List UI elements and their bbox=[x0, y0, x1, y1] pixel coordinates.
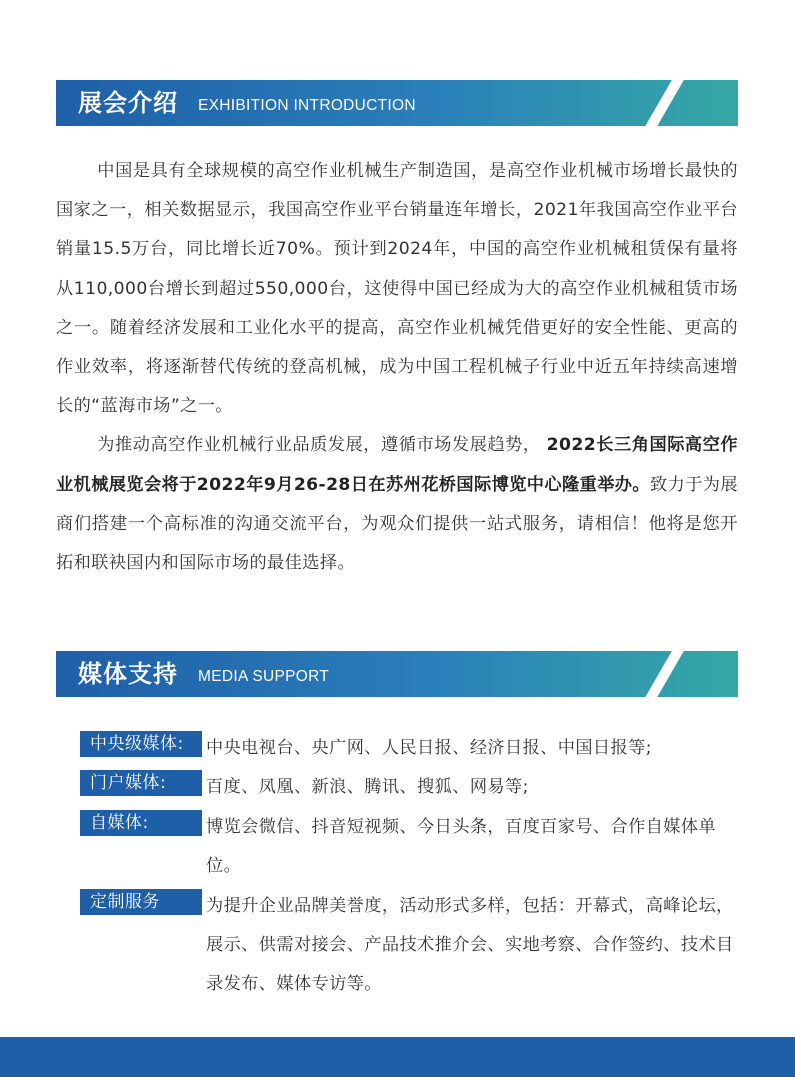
decorative-slash-icon bbox=[641, 651, 688, 697]
section-title-en: EXHIBITION INTRODUCTION bbox=[198, 97, 416, 114]
media-label-badge: 门户媒体: bbox=[80, 770, 202, 796]
media-description: 中央电视台、央广网、人民日报、经济日报、中国日报等; bbox=[206, 738, 652, 758]
footer-bar bbox=[0, 1037, 795, 1077]
media-description: 为提升企业品牌美誉度，活动形式多样，包括：开幕式，高峰论坛，展示、供需对接会、产品技术推介会、实地考察、合作签约、技术目录发布、媒体专访等。 bbox=[206, 896, 734, 995]
media-label-badge: 自媒体: bbox=[80, 810, 202, 836]
intro-p2-highlight: 2022长三角国际高空作业机械展览会将于2022年9月26-28日在苏州花桥国际博览中心隆重举办。 bbox=[56, 435, 738, 495]
section-banner-exhibition bbox=[56, 80, 738, 126]
media-description: 百度、凤凰、新浪、腾讯、搜狐、网易等; bbox=[206, 777, 529, 797]
media-description: 博览会微信、抖音短视频、今日头条，百度百家号、合作自媒体单位。 bbox=[206, 817, 717, 877]
exhibition-introduction-text bbox=[56, 152, 738, 583]
intro-p2-start: 为推动高空作业机械行业品质发展，遵循市场发展趋势， bbox=[97, 435, 541, 456]
section-title-en: MEDIA SUPPORT bbox=[198, 668, 330, 685]
section-title-cn: 展会介绍 bbox=[78, 89, 178, 117]
section-title-cn: 媒体支持 bbox=[78, 660, 178, 688]
intro-p2-end: 致力于为展商们搭建一个高标准的沟通交流平台，为观众们提供一站式服务，请相信！他将是您开拓和联袂国内和国际市场的最佳选择。 bbox=[56, 474, 738, 574]
intro-paragraph-2 bbox=[56, 426, 738, 583]
media-label-badge: 中央级媒体: bbox=[80, 731, 202, 757]
intro-paragraph-1: 中国是具有全球规模的高空作业机械生产制造国，是高空作业机械市场增长最快的国家之一，相关数据显示，我国高空作业平台销量连年增长，2021年我国高空作业平台销量15.5万台，同比增长近70%。预计到2024年，中国的高空作业机械租赁保有量将从110,000台增长到超过550,000台，这使得中国已经成为大的高空作业机械租赁市场之一。随着经济发展和工业化水平的提高，高空作业机械凭借更好的安全性能、更高的作业效率，将逐渐替代传统的登高机械，成为中国工程机械子行业中近五年持续高速增长的“蓝海市场”之一。 bbox=[56, 161, 738, 417]
section-banner-media bbox=[56, 651, 738, 697]
media-label-badge: 定制服务 bbox=[80, 889, 202, 915]
decorative-slash-icon bbox=[641, 80, 688, 126]
